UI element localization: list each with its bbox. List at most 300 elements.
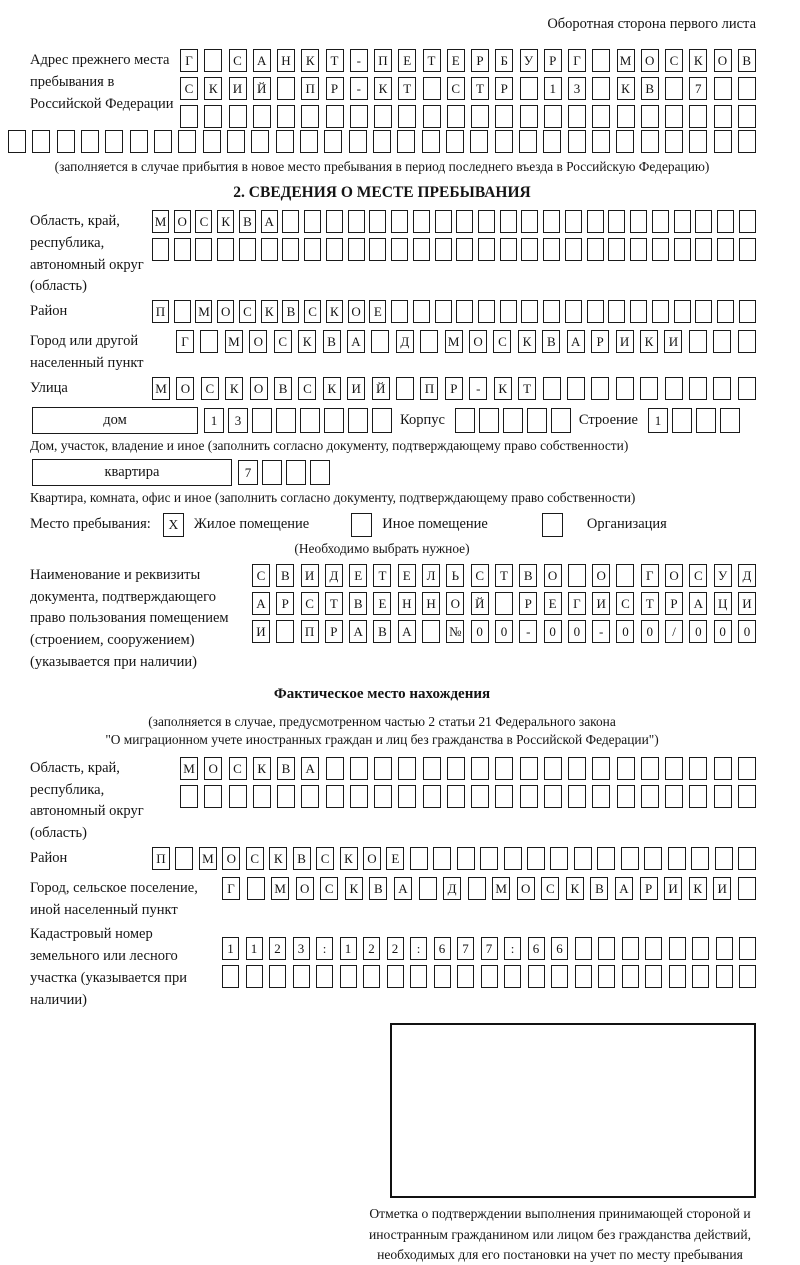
char-cell[interactable] [674, 210, 691, 233]
char-cell[interactable]: С [180, 77, 198, 100]
char-cell[interactable] [471, 757, 489, 780]
char-cell[interactable] [567, 377, 585, 400]
char-cell[interactable] [543, 377, 561, 400]
char-cell[interactable] [261, 238, 278, 261]
char-cell[interactable] [528, 965, 545, 988]
char-cell[interactable]: : [504, 937, 521, 960]
char-cell[interactable]: Т [423, 49, 441, 72]
char-cell[interactable] [565, 210, 582, 233]
char-cell[interactable] [423, 757, 441, 780]
char-cell[interactable] [713, 330, 731, 353]
char-cell[interactable]: В [293, 847, 311, 870]
char-cell[interactable]: У [520, 49, 538, 72]
char-cell[interactable]: К [298, 330, 316, 353]
char-cell[interactable]: У [714, 564, 732, 587]
char-cell[interactable] [478, 300, 495, 323]
char-cell[interactable]: О [204, 757, 222, 780]
char-cell[interactable] [413, 210, 430, 233]
char-cell[interactable]: Й [471, 592, 489, 615]
char-cell[interactable]: И [252, 620, 270, 643]
char-cell[interactable]: В [738, 49, 756, 72]
char-cell[interactable]: О [665, 564, 683, 587]
char-cell[interactable] [630, 300, 647, 323]
char-cell[interactable] [568, 757, 586, 780]
char-cell[interactable]: С [298, 377, 316, 400]
char-cell[interactable] [246, 965, 263, 988]
char-cell[interactable]: Т [495, 564, 513, 587]
char-cell[interactable]: 0 [641, 620, 659, 643]
char-cell[interactable] [717, 238, 734, 261]
char-cell[interactable]: Г [222, 877, 240, 900]
char-cell[interactable] [691, 847, 709, 870]
char-cell[interactable] [350, 757, 368, 780]
char-cell[interactable]: К [374, 77, 392, 100]
char-cell[interactable]: Ц [714, 592, 732, 615]
char-cell[interactable]: О [217, 300, 234, 323]
char-cell[interactable] [714, 130, 732, 153]
char-cell[interactable]: В [373, 620, 391, 643]
char-cell[interactable] [551, 965, 568, 988]
char-cell[interactable] [689, 377, 707, 400]
char-cell[interactable] [622, 937, 639, 960]
char-cell[interactable]: Г [568, 592, 586, 615]
char-cell[interactable] [304, 210, 321, 233]
char-cell[interactable]: С [301, 592, 319, 615]
char-cell[interactable] [592, 757, 610, 780]
char-cell[interactable]: Т [373, 564, 391, 587]
char-cell[interactable]: С [274, 330, 292, 353]
char-cell[interactable] [738, 130, 756, 153]
char-cell[interactable]: И [664, 330, 682, 353]
char-cell[interactable] [371, 330, 389, 353]
char-cell[interactable] [504, 965, 521, 988]
char-cell[interactable] [520, 105, 538, 128]
char-cell[interactable]: Р [640, 877, 658, 900]
char-cell[interactable]: М [271, 877, 289, 900]
char-cell[interactable] [481, 965, 498, 988]
char-cell[interactable]: М [180, 757, 198, 780]
char-cell[interactable] [396, 377, 414, 400]
char-cell[interactable]: 2 [269, 937, 286, 960]
char-cell[interactable] [738, 330, 756, 353]
char-cell[interactable]: 0 [714, 620, 732, 643]
char-cell[interactable] [652, 300, 669, 323]
char-cell[interactable]: О [249, 330, 267, 353]
char-cell[interactable]: 6 [551, 937, 568, 960]
char-cell[interactable] [689, 105, 707, 128]
char-cell[interactable]: К [261, 300, 278, 323]
char-cell[interactable]: К [253, 757, 271, 780]
char-cell[interactable]: К [204, 77, 222, 100]
char-cell[interactable] [617, 785, 635, 808]
char-cell[interactable]: 0 [568, 620, 586, 643]
char-cell[interactable] [413, 300, 430, 323]
char-cell[interactable] [587, 300, 604, 323]
char-cell[interactable] [324, 130, 342, 153]
char-cell[interactable] [374, 105, 392, 128]
char-cell[interactable]: Т [518, 377, 536, 400]
char-cell[interactable]: 7 [689, 77, 707, 100]
char-cell[interactable] [568, 105, 586, 128]
stay-type-checkbox-organization[interactable] [542, 513, 563, 537]
char-cell[interactable]: 3 [228, 408, 248, 433]
char-cell[interactable] [689, 330, 707, 353]
char-cell[interactable]: 6 [434, 937, 451, 960]
char-cell[interactable]: И [229, 77, 247, 100]
char-cell[interactable]: О [517, 877, 535, 900]
char-cell[interactable] [608, 210, 625, 233]
char-cell[interactable] [500, 238, 517, 261]
char-cell[interactable] [641, 105, 659, 128]
stay-type-checkbox-other[interactable] [351, 513, 372, 537]
char-cell[interactable] [81, 130, 99, 153]
char-cell[interactable]: 0 [495, 620, 513, 643]
char-cell[interactable] [565, 238, 582, 261]
char-cell[interactable] [326, 105, 344, 128]
char-cell[interactable] [447, 785, 465, 808]
char-cell[interactable] [641, 130, 659, 153]
char-cell[interactable]: М [199, 847, 217, 870]
char-cell[interactable]: М [152, 377, 170, 400]
char-cell[interactable]: 6 [528, 937, 545, 960]
char-cell[interactable] [692, 937, 709, 960]
char-cell[interactable] [174, 238, 191, 261]
char-cell[interactable]: М [152, 210, 169, 233]
char-cell[interactable]: К [301, 49, 319, 72]
char-cell[interactable]: К [225, 377, 243, 400]
char-cell[interactable]: Р [326, 77, 344, 100]
char-cell[interactable]: 3 [293, 937, 310, 960]
char-cell[interactable] [543, 238, 560, 261]
char-cell[interactable]: И [301, 564, 319, 587]
char-cell[interactable] [587, 210, 604, 233]
char-cell[interactable] [422, 620, 440, 643]
char-cell[interactable] [105, 130, 123, 153]
char-cell[interactable] [714, 105, 732, 128]
char-cell[interactable] [738, 105, 756, 128]
char-cell[interactable] [326, 210, 343, 233]
char-cell[interactable] [316, 965, 333, 988]
char-cell[interactable] [350, 105, 368, 128]
char-cell[interactable] [520, 785, 538, 808]
char-cell[interactable] [252, 408, 272, 433]
char-cell[interactable] [326, 238, 343, 261]
char-cell[interactable]: И [616, 330, 634, 353]
char-cell[interactable] [575, 937, 592, 960]
char-cell[interactable]: А [252, 592, 270, 615]
char-cell[interactable] [456, 210, 473, 233]
char-cell[interactable] [455, 408, 475, 433]
char-cell[interactable]: 0 [616, 620, 634, 643]
char-cell[interactable]: А [567, 330, 585, 353]
char-cell[interactable]: С [304, 300, 321, 323]
char-cell[interactable] [447, 757, 465, 780]
char-cell[interactable] [495, 105, 513, 128]
char-cell[interactable] [277, 105, 295, 128]
char-cell[interactable] [253, 105, 271, 128]
char-cell[interactable]: М [445, 330, 463, 353]
char-cell[interactable] [471, 785, 489, 808]
char-cell[interactable]: О [250, 377, 268, 400]
char-cell[interactable]: В [590, 877, 608, 900]
char-cell[interactable] [551, 408, 571, 433]
char-cell[interactable]: О [714, 49, 732, 72]
char-cell[interactable] [665, 105, 683, 128]
char-cell[interactable]: Г [641, 564, 659, 587]
char-cell[interactable]: 2 [363, 937, 380, 960]
char-cell[interactable]: Р [495, 77, 513, 100]
char-cell[interactable] [716, 965, 733, 988]
char-cell[interactable]: Е [544, 592, 562, 615]
char-cell[interactable]: Р [325, 620, 343, 643]
char-cell[interactable] [739, 937, 756, 960]
char-cell[interactable]: П [374, 49, 392, 72]
char-cell[interactable]: : [410, 937, 427, 960]
char-cell[interactable] [204, 49, 222, 72]
char-cell[interactable]: Т [326, 49, 344, 72]
char-cell[interactable] [457, 965, 474, 988]
char-cell[interactable] [500, 300, 517, 323]
char-cell[interactable] [592, 105, 610, 128]
char-cell[interactable] [738, 877, 756, 900]
char-cell[interactable]: 7 [238, 460, 258, 485]
char-cell[interactable]: Ь [446, 564, 464, 587]
char-cell[interactable]: 1 [544, 77, 562, 100]
char-cell[interactable] [435, 238, 452, 261]
char-cell[interactable] [310, 460, 330, 485]
char-cell[interactable] [398, 757, 416, 780]
char-cell[interactable]: И [592, 592, 610, 615]
char-cell[interactable]: П [301, 77, 319, 100]
char-cell[interactable]: Р [665, 592, 683, 615]
char-cell[interactable]: - [469, 377, 487, 400]
char-cell[interactable]: В [282, 300, 299, 323]
char-cell[interactable]: П [152, 300, 169, 323]
char-cell[interactable] [435, 300, 452, 323]
char-cell[interactable] [276, 130, 294, 153]
char-cell[interactable]: К [340, 847, 358, 870]
char-cell[interactable]: И [713, 877, 731, 900]
char-cell[interactable] [575, 965, 592, 988]
char-cell[interactable] [391, 300, 408, 323]
char-cell[interactable] [410, 965, 427, 988]
char-cell[interactable]: С [616, 592, 634, 615]
char-cell[interactable] [419, 877, 437, 900]
char-cell[interactable] [277, 785, 295, 808]
char-cell[interactable] [227, 130, 245, 153]
char-cell[interactable]: № [446, 620, 464, 643]
char-cell[interactable] [277, 77, 295, 100]
char-cell[interactable]: К [518, 330, 536, 353]
char-cell[interactable]: С [665, 49, 683, 72]
char-cell[interactable] [665, 377, 683, 400]
char-cell[interactable] [152, 238, 169, 261]
char-cell[interactable] [616, 564, 634, 587]
char-cell[interactable] [229, 785, 247, 808]
char-cell[interactable] [434, 965, 451, 988]
char-cell[interactable] [574, 847, 592, 870]
char-cell[interactable] [282, 238, 299, 261]
char-cell[interactable]: В [274, 377, 292, 400]
char-cell[interactable]: - [519, 620, 537, 643]
char-cell[interactable] [592, 785, 610, 808]
char-cell[interactable] [500, 210, 517, 233]
char-cell[interactable] [130, 130, 148, 153]
char-cell[interactable] [410, 847, 428, 870]
char-cell[interactable] [300, 408, 320, 433]
char-cell[interactable] [652, 238, 669, 261]
char-cell[interactable] [665, 757, 683, 780]
char-cell[interactable]: Е [447, 49, 465, 72]
char-cell[interactable] [695, 238, 712, 261]
char-cell[interactable] [304, 238, 321, 261]
char-cell[interactable] [738, 847, 756, 870]
char-cell[interactable] [239, 238, 256, 261]
char-cell[interactable] [591, 377, 609, 400]
char-cell[interactable] [478, 210, 495, 233]
char-cell[interactable] [374, 757, 392, 780]
char-cell[interactable] [587, 238, 604, 261]
char-cell[interactable]: С [541, 877, 559, 900]
char-cell[interactable]: Н [422, 592, 440, 615]
char-cell[interactable]: О [446, 592, 464, 615]
char-cell[interactable] [422, 130, 440, 153]
char-cell[interactable] [669, 965, 686, 988]
char-cell[interactable] [544, 785, 562, 808]
char-cell[interactable] [301, 105, 319, 128]
char-cell[interactable]: Е [373, 592, 391, 615]
char-cell[interactable]: О [222, 847, 240, 870]
char-cell[interactable] [195, 238, 212, 261]
char-cell[interactable]: П [301, 620, 319, 643]
char-cell[interactable] [350, 785, 368, 808]
char-cell[interactable] [495, 592, 513, 615]
char-cell[interactable] [738, 757, 756, 780]
char-cell[interactable]: А [398, 620, 416, 643]
char-cell[interactable] [372, 408, 392, 433]
char-cell[interactable] [423, 77, 441, 100]
char-cell[interactable] [326, 785, 344, 808]
char-cell[interactable]: А [349, 620, 367, 643]
char-cell[interactable]: Е [349, 564, 367, 587]
char-cell[interactable] [348, 408, 368, 433]
char-cell[interactable]: 2 [387, 937, 404, 960]
char-cell[interactable] [715, 847, 733, 870]
char-cell[interactable]: С [229, 49, 247, 72]
char-cell[interactable]: Й [253, 77, 271, 100]
char-cell[interactable] [217, 238, 234, 261]
char-cell[interactable] [608, 300, 625, 323]
char-cell[interactable] [543, 130, 561, 153]
char-cell[interactable]: К [345, 877, 363, 900]
char-cell[interactable]: 1 [204, 408, 224, 433]
char-cell[interactable]: К [269, 847, 287, 870]
char-cell[interactable] [373, 130, 391, 153]
char-cell[interactable]: В [277, 757, 295, 780]
char-cell[interactable]: Е [398, 49, 416, 72]
char-cell[interactable]: 1 [246, 937, 263, 960]
char-cell[interactable]: 1 [648, 408, 668, 433]
char-cell[interactable] [598, 965, 615, 988]
char-cell[interactable]: А [689, 592, 707, 615]
char-cell[interactable] [340, 965, 357, 988]
char-cell[interactable] [568, 564, 586, 587]
char-cell[interactable] [738, 377, 756, 400]
char-cell[interactable] [456, 238, 473, 261]
char-cell[interactable]: Т [325, 592, 343, 615]
char-cell[interactable]: Н [398, 592, 416, 615]
char-cell[interactable]: С [316, 847, 334, 870]
char-cell[interactable]: В [542, 330, 560, 353]
char-cell[interactable]: 0 [544, 620, 562, 643]
char-cell[interactable] [470, 130, 488, 153]
char-cell[interactable] [669, 937, 686, 960]
char-cell[interactable] [300, 130, 318, 153]
char-cell[interactable] [203, 130, 221, 153]
char-cell[interactable] [348, 210, 365, 233]
char-cell[interactable] [665, 77, 683, 100]
char-cell[interactable] [543, 300, 560, 323]
char-cell[interactable] [247, 877, 265, 900]
char-cell[interactable] [480, 847, 498, 870]
char-cell[interactable] [672, 408, 692, 433]
char-cell[interactable]: В [369, 877, 387, 900]
char-cell[interactable] [543, 210, 560, 233]
char-cell[interactable] [645, 965, 662, 988]
char-cell[interactable] [739, 238, 756, 261]
char-cell[interactable] [550, 847, 568, 870]
char-cell[interactable] [326, 757, 344, 780]
char-cell[interactable]: О [592, 564, 610, 587]
char-cell[interactable]: Р [519, 592, 537, 615]
char-cell[interactable] [397, 130, 415, 153]
char-cell[interactable]: / [665, 620, 683, 643]
char-cell[interactable] [720, 408, 740, 433]
char-cell[interactable] [674, 300, 691, 323]
char-cell[interactable] [349, 130, 367, 153]
char-cell[interactable] [641, 757, 659, 780]
char-cell[interactable] [229, 105, 247, 128]
char-cell[interactable]: С [239, 300, 256, 323]
char-cell[interactable]: О [348, 300, 365, 323]
char-cell[interactable] [251, 130, 269, 153]
char-cell[interactable] [154, 130, 172, 153]
char-cell[interactable]: Д [325, 564, 343, 587]
char-cell[interactable] [504, 847, 522, 870]
char-cell[interactable] [714, 757, 732, 780]
char-cell[interactable]: 0 [471, 620, 489, 643]
char-cell[interactable]: Г [180, 49, 198, 72]
char-cell[interactable]: В [641, 77, 659, 100]
char-cell[interactable] [468, 877, 486, 900]
char-cell[interactable]: С [201, 377, 219, 400]
char-cell[interactable] [269, 965, 286, 988]
char-cell[interactable]: К [617, 77, 635, 100]
char-cell[interactable] [57, 130, 75, 153]
char-cell[interactable]: М [195, 300, 212, 323]
char-cell[interactable] [447, 105, 465, 128]
char-cell[interactable] [644, 847, 662, 870]
char-cell[interactable] [398, 785, 416, 808]
char-cell[interactable] [423, 785, 441, 808]
char-cell[interactable] [717, 300, 734, 323]
char-cell[interactable]: Л [422, 564, 440, 587]
char-cell[interactable] [717, 210, 734, 233]
char-cell[interactable] [369, 210, 386, 233]
char-cell[interactable] [544, 757, 562, 780]
char-cell[interactable]: К [494, 377, 512, 400]
char-cell[interactable]: В [239, 210, 256, 233]
